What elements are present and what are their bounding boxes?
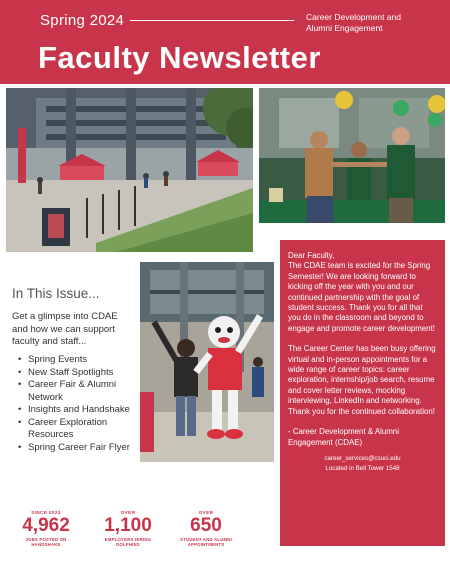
- list-item: • Career Fair & Alumni Network: [18, 379, 140, 404]
- stat-value: 4,962: [22, 515, 70, 536]
- welcome-letter: [280, 240, 445, 546]
- stat-value: 1,100: [104, 515, 152, 536]
- contact-location: Located in Bell Tower 1548: [325, 464, 400, 472]
- stat-label: DOLPHINS: [116, 542, 140, 548]
- stat-label: STUDENT AND ALUMNI: [180, 537, 232, 542]
- list-item: • Spring Events: [18, 354, 140, 367]
- letter-paragraph: The Career Center has been busy offering virtual and in-person appointments for a wide range of career topics: career exploration, internship/job search, resume and cover letter reviews, mocking interviewing, LinkedIn and networking. Thank you for the continued collaboration!: [288, 344, 436, 416]
- stat-employers: [88, 510, 168, 547]
- list-item: • Insights and Handshake: [18, 404, 140, 417]
- contact-email[interactable]: career_services@csuci.edu: [324, 454, 401, 462]
- header-divider: [130, 20, 294, 21]
- department-name: Career Development and Alumni Engagement: [306, 12, 401, 33]
- stat-value: 650: [190, 515, 222, 536]
- stat-eyebrow: OVER: [198, 510, 214, 515]
- stat-jobs-posted: [6, 510, 86, 547]
- stat-eyebrow: OVER: [120, 510, 136, 515]
- stat-label: APPOINTMENTS: [187, 542, 225, 548]
- stat-label: JOBS POSTED ON: [25, 537, 67, 542]
- list-item: • New Staff Spotlights: [18, 367, 140, 380]
- in-this-issue-heading: In This Issue...: [12, 286, 100, 301]
- in-this-issue-list: [18, 354, 140, 454]
- newsletter-title: Faculty Newsletter: [38, 40, 321, 75]
- stat-label: EMPLOYERS HIRING: [104, 537, 152, 542]
- campus-event-photo: [6, 88, 253, 252]
- letter-paragraph: The CDAE team is excited for the Spring Semester! We are looking forward to kicking off the year with you and our continued partnership with the goal of student success. Thank you for all that you do in the classroom and beyond to engage and promote career development!: [288, 261, 435, 333]
- in-this-issue-intro: Get a glimpse into CDAE and how we can support faculty and staff...: [12, 311, 118, 347]
- newsletter-header: [0, 0, 450, 84]
- stat-eyebrow: SINCE 2023: [31, 510, 61, 515]
- stat-label: HANDSHAKE: [31, 542, 61, 548]
- list-item: • Career Exploration Resources: [18, 417, 140, 442]
- stat-appointments: [166, 510, 246, 547]
- letter-signature: - Career Development & Alumni Engagement (CDAE): [288, 427, 399, 447]
- mascot-photo: [140, 262, 274, 462]
- list-item: • Spring Career Fair Flyer: [18, 442, 140, 455]
- letter-greeting: Dear Faculty,: [288, 251, 335, 260]
- handshake-photo: [259, 88, 445, 223]
- season-label: Spring 2024: [40, 12, 125, 29]
